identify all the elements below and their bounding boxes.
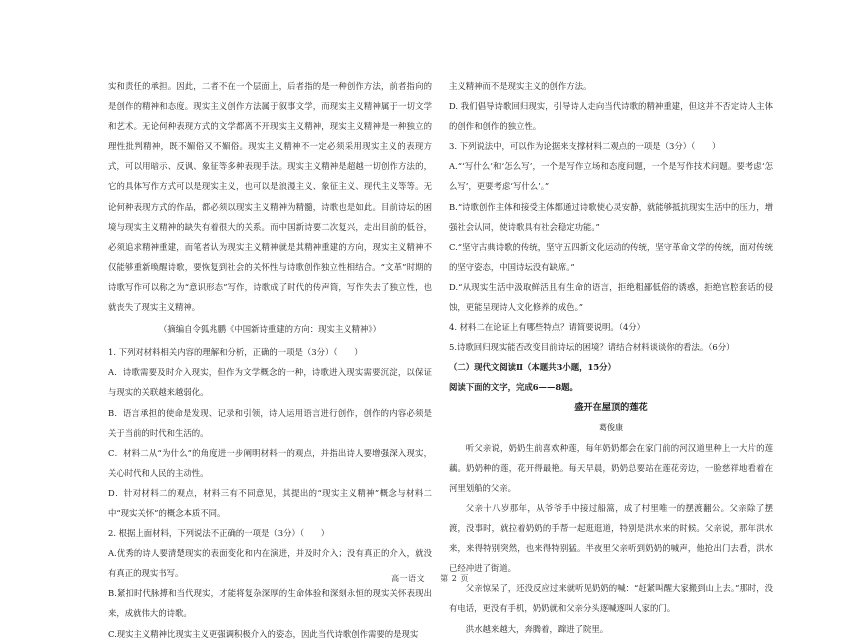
question-3-option-c: C.“坚守古典诗歌的传统，坚守五四新文化运动的传统，坚守革命文学的传统，面对传统的坚守姿态，中国诗坛没有缺席。” bbox=[449, 241, 773, 272]
question-2-option-c: C.现实主义精神比现实主义更强调积极介入的姿态，因此当代诗歌创作需要的是现实 bbox=[108, 628, 419, 639]
question-3-stem: 3. 下列说法中，可以作为论据来支撑材料二观点的一项是（3分）（ ） bbox=[449, 141, 721, 152]
left-column bbox=[108, 76, 432, 644]
question-1-stem: 1. 下列对材料相关内容的理解和分析，正确的一项是（3分）（ ） bbox=[108, 347, 363, 358]
source-citation: （摘编自令狐兆鹏《中国新诗重建的方向：现实主义精神》） bbox=[159, 324, 381, 335]
question-3-option-d: D.“从现实生活中汲取鲜活且有生命的语言，拒绝粗鄙低俗的诱惑，拒绝官腔套话的侵蚀，更能呈现诗人文化修养的成色。” bbox=[449, 281, 773, 313]
question-3-option-b: B.“诗歌创作主体和接受主体都通过诗歌使心灵安静，就能够抵抗现实生活中的压力，增强社会认同，使诗歌具有社会稳定功能。” bbox=[449, 201, 773, 232]
question-2-option-d: D. 我们倡导诗歌回归现实，引导诗人走向当代诗歌的精神重建，但这并不否定诗人主体的创作和创作的独立性。 bbox=[449, 101, 773, 132]
story-author: 葛俊康 bbox=[599, 422, 623, 432]
question-1-option-c: C．材料二从“为什么”的角度进一步阐明材料一的观点，并指出诗人要增强深入现实，关心时代和人民的主动性。 bbox=[108, 447, 432, 478]
story-paragraph: 听父亲说，奶奶生前喜欢种莲，每年奶奶都会在家门前的河汉道里种上一大片的莲藕。奶奶种的莲，花开得最艳。每天早晨，奶奶总要站在莲花旁边，一脸慈祥地看着在河里划船的父亲。 bbox=[449, 442, 773, 493]
question-2-option-c-continued: 主义精神而不是现实主义的创作方法。 bbox=[449, 81, 592, 91]
page-footer bbox=[0, 573, 860, 584]
story-title: 盛开在屋顶的莲花 bbox=[574, 401, 648, 413]
question-1-option-b: B．语言承担的使命是发现、记录和引领，诗人运用语言进行创作，创作的内容必须是关于当前的时代和生活的。 bbox=[108, 407, 432, 438]
question-2-option-a: A.优秀的诗人要清楚现实的表面变化和内在演进，并及时介入；没有真正的介入，就没有真正的现实书写。 bbox=[108, 548, 432, 579]
material-paragraph: 实和责任的承担。因此，二者不在一个层面上，后者指的是一种创作方法，前者指向的是创作的精神和态度。现实主义创作方法属于叙事文学，而现实主义精神属于一切文学和艺术。无论何种表现方式的文学都离不开现实主义精神，现实主义精神是一种独立的理性批判精神，既不媚俗又不媚俗。现实主义精神不一定必须采用现实主义的表现方式，可以用暗示、反讽、象征等多种表现手法。现实主义精神是超越一切创作方法的，它的具体写作方式可以是现实主义，也可以是浪漫主义、象征主义、现代主义等等。无论何种表现方式的作品，都必须以现实主义精神为精髓，诗歌也是如此。目前诗坛的困境与现实主义精神的缺失有着很大的关系。而中国新诗要二次复兴，走出目前的低谷，必须追求精神重建，而笔者认为现实主义精神就是其精神重建的方向，现实主义精神不仅能够重新唤醒诗歌，要恢复到社会的关怀性与诗歌创作独立性相结合。“文革”时期的诗歌写作可以称之为“意识形态”写作，诗歌成了时代的传声筒，写作失去了独立性，也就丧失了现实主义精神。 bbox=[108, 81, 432, 313]
footer-subject: 高一语文 bbox=[391, 574, 426, 583]
right-column bbox=[449, 76, 773, 639]
section-heading: （二）现代文阅读Ⅱ（本题共3小题，15分） bbox=[449, 362, 616, 373]
question-5: 5.诗歌回归现实能否改变目前诗坛的困境？请结合材料谈谈你的看法。（6分） bbox=[449, 342, 735, 353]
question-3-option-a: A.“‘写什么’和‘怎么写’，一个是写作立场和态度问题，一个是写作技术问题。要考虑‘怎么写’，更要考虑‘写什么’。” bbox=[449, 161, 773, 192]
question-2-stem: 2. 根据上面材料，下列说法不正确的一项是（3分）（ ） bbox=[108, 528, 330, 539]
question-2-option-b: B.紧扣时代脉搏和当代现实，才能将复杂深厚的生命体验和深刻永恒的现实关怀表现出来，成就伟大的诗歌。 bbox=[108, 588, 432, 619]
question-1-option-d: D．针对材料二的观点，材料三有不同意见，其提出的“现实主义精神”概念与材料二中“现实关怀”的概念本质不同。 bbox=[108, 487, 432, 518]
story-paragraph: 父亲惊呆了，还没反应过来就听见奶奶的喊：“赶紧叫醒大家搬到山上去。”那时，没有电话，更没有手机，奶奶就和父亲分头逐喊逐叫人家的门。 bbox=[449, 583, 773, 614]
question-1-option-a: A．诗歌需要及时介入现实，但作为文学概念的一种，诗歌进入现实需要沉淀，以保证与现实的关联越来越弱化。 bbox=[108, 367, 432, 398]
question-4: 4. 材料二在论证上有哪些特点？请简要说明。（4分） bbox=[449, 322, 646, 333]
reading-instruction: 阅读下面的文字，完成6——8题。 bbox=[449, 382, 578, 393]
story-paragraph: 洪水越来越大，奔腾着，蹿进了院里。 bbox=[465, 623, 609, 634]
story-paragraph: 父亲十八岁那年，从爷爷手中接过船篙，成了村里唯一的摆渡翻公。父亲除了摆渡，没事时，就拉着奶奶的手帮一起逛逛道，特别是洪水来的时候。父亲说，那年洪水来，来得特别突然，也来得特别猛。半夜里父亲听到奶奶的喊声，他抢出门去看，洪水已经冲进了街道。 bbox=[449, 502, 773, 574]
footer-page-number: 第 2 页 bbox=[440, 574, 469, 583]
